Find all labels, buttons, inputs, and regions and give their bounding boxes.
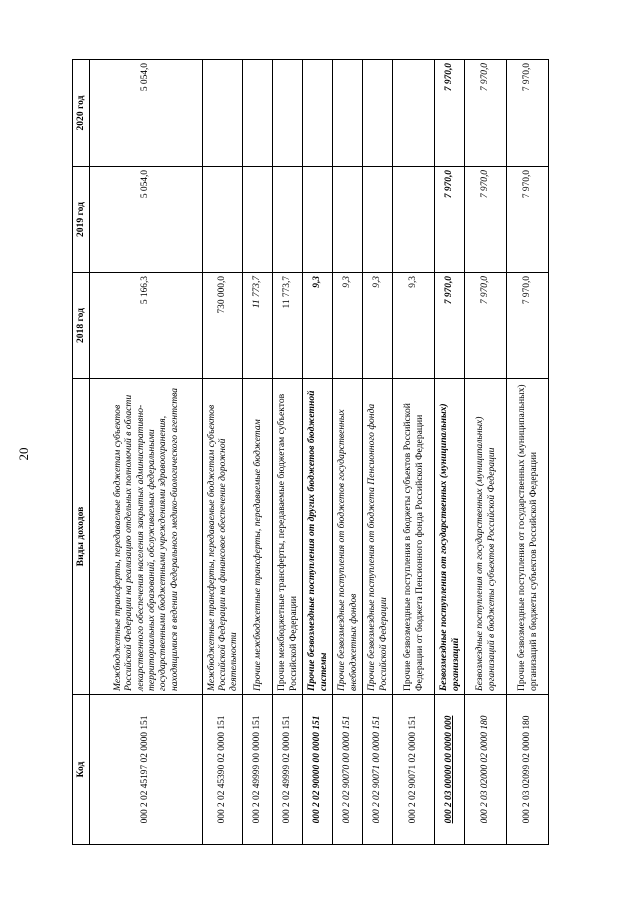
row-name: Прочие безвозмездные поступления в бюджеты субъектов Российской Федерации от бюджета Пенсионного фонда Российской Федерации xyxy=(393,379,435,695)
row-name: Прочие безвозмездные поступления от бюджета Пенсионного фонда Российской Федерации xyxy=(363,379,393,695)
row-2020 xyxy=(393,60,435,167)
row-2019 xyxy=(303,167,333,273)
row-name: Прочие межбюджетные трансферты, передаваемые бюджетам xyxy=(243,379,273,695)
row-2020 xyxy=(203,60,243,167)
table-row xyxy=(303,60,333,845)
row-2018: 9,3 xyxy=(303,273,333,379)
row-2018: 7 970,0 xyxy=(465,273,507,379)
row-code: 000 2 02 90071 02 0000 151 xyxy=(393,695,435,845)
row-2019: 7 970,0 xyxy=(465,167,507,273)
table-row xyxy=(333,60,363,845)
row-2020: 5 054,0 xyxy=(90,60,203,167)
row-name: Прочие межбюджетные трансферты, передаваемые бюджетам субъектов Российской Федерации xyxy=(273,379,303,695)
header-code: Код xyxy=(73,695,90,845)
header-2018: 2018 год xyxy=(73,273,90,379)
row-code: 000 2 02 90070 00 0000 151 xyxy=(333,695,363,845)
row-2019: 5 054,0 xyxy=(90,167,203,273)
row-2020 xyxy=(363,60,393,167)
row-2019 xyxy=(273,167,303,273)
table-row xyxy=(363,60,393,845)
table-row xyxy=(273,60,303,845)
row-name: Межбюджетные трансферты, передаваемые бюджетам субъектов Российской Федерации на реализацию отдельных полномочий в области лекарственного обеспечения населения закрытых административно-территориальных образований, обслуживаемых федеральными государственными бюджетными учреждениями здравоохранения, находящимися в ведении Федерального медико-биологического агентства xyxy=(90,379,203,695)
page-number: 20 xyxy=(16,447,31,461)
row-code: 000 2 03 02000 02 0000 180 xyxy=(465,695,507,845)
row-2019 xyxy=(333,167,363,273)
row-code: 000 2 02 45197 02 0000 151 xyxy=(90,695,203,845)
row-code: 000 2 03 00000 00 0000 000 xyxy=(435,695,465,845)
row-2018: 730 000,0 xyxy=(203,273,243,379)
row-2018: 11 773,7 xyxy=(243,273,273,379)
row-2020 xyxy=(273,60,303,167)
rotated-table-container xyxy=(72,60,562,845)
row-2020: 7 970,0 xyxy=(507,60,549,167)
row-2019 xyxy=(243,167,273,273)
row-2018: 9,3 xyxy=(333,273,363,379)
row-code: 000 2 03 02099 02 0000 180 xyxy=(507,695,549,845)
row-2018: 9,3 xyxy=(363,273,393,379)
row-2020 xyxy=(303,60,333,167)
row-2019 xyxy=(393,167,435,273)
header-2019: 2019 год xyxy=(73,167,90,273)
header-2020: 2020 год xyxy=(73,60,90,167)
table-row xyxy=(465,60,507,845)
row-2019 xyxy=(363,167,393,273)
row-name: Прочие безвозмездные поступления от бюджетов государственных внебюджетных фондов xyxy=(333,379,363,695)
table-row xyxy=(203,60,243,845)
row-2018: 5 166,3 xyxy=(90,273,203,379)
row-2019: 7 970,0 xyxy=(507,167,549,273)
row-2019: 7 970,0 xyxy=(435,167,465,273)
row-2018: 7 970,0 xyxy=(507,273,549,379)
row-2020: 7 970,0 xyxy=(435,60,465,167)
row-2018: 9,3 xyxy=(393,273,435,379)
row-name: Прочие безвозмездные поступления от других бюджетов бюджетной системы xyxy=(303,379,333,695)
row-2019 xyxy=(203,167,243,273)
row-code: 000 2 02 45390 02 0000 151 xyxy=(203,695,243,845)
row-2020: 7 970,0 xyxy=(465,60,507,167)
row-code: 000 2 02 49999 00 0000 151 xyxy=(243,695,273,845)
row-2018: 7 970,0 xyxy=(435,273,465,379)
table-row xyxy=(435,60,465,845)
table-row xyxy=(90,60,203,845)
row-code: 000 2 02 49999 02 0000 151 xyxy=(273,695,303,845)
table-header-row xyxy=(73,60,90,845)
revenue-table xyxy=(72,59,549,845)
row-2020 xyxy=(333,60,363,167)
row-code: 000 2 02 90071 00 0000 151 xyxy=(363,695,393,845)
row-2018: 11 773,7 xyxy=(273,273,303,379)
row-name: Безвозмездные поступления от государственных (муниципальных) организаций xyxy=(435,379,465,695)
table-row xyxy=(507,60,549,845)
row-name: Межбюджетные трансферты, передаваемые бюджетам субъектов Российской Федерации на финансовое обеспечение дорожной деятельности xyxy=(203,379,243,695)
row-name: Безвозмездные поступления от государственных (муниципальных) организаций в бюджеты субъектов Российской Федерации xyxy=(465,379,507,695)
table-row xyxy=(243,60,273,845)
row-code: 000 2 02 90000 00 0000 151 xyxy=(303,695,333,845)
header-name: Виды доходов xyxy=(73,379,90,695)
table-row xyxy=(393,60,435,845)
row-2020 xyxy=(243,60,273,167)
row-name: Прочие безвозмездные поступления от государственных (муниципальных) организаций в бюджеты субъектов Российской Федерации xyxy=(507,379,549,695)
